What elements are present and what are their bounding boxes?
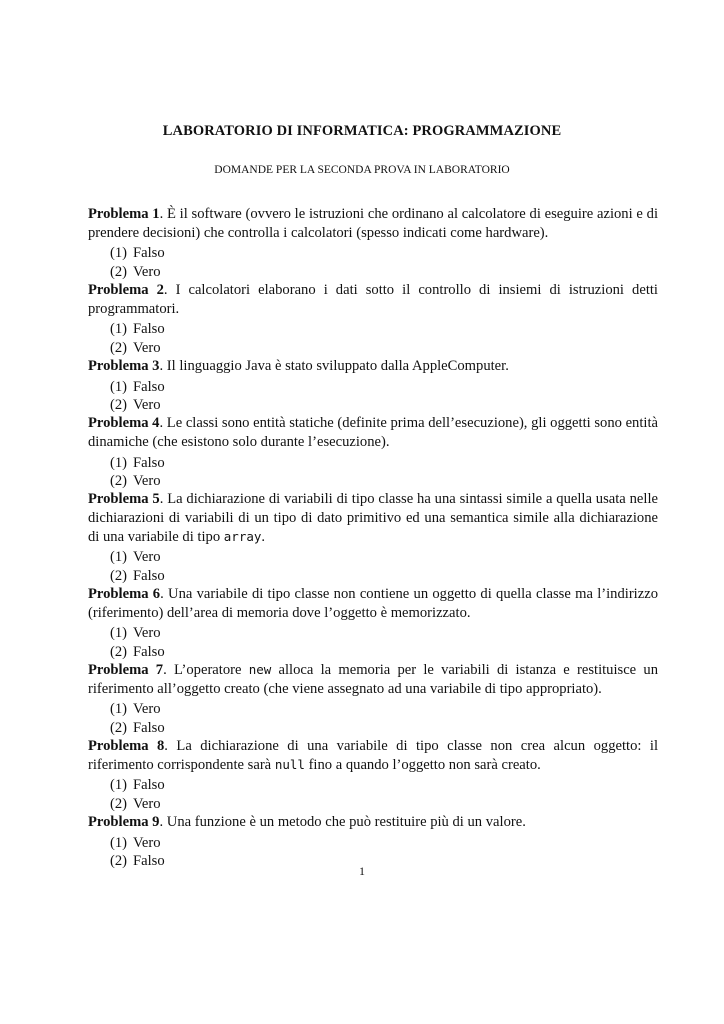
option-text: Falso [133,777,165,794]
answer-option [110,454,658,472]
problem-text [88,661,658,698]
document-title: LABORATORIO DI INFORMATICA: PROGRAMMAZIONE [162,123,562,139]
answer-option [110,700,658,718]
answer-options [88,624,658,661]
option-text: Falso [133,643,165,660]
problem-7 [88,661,658,737]
code-keyword: array [223,528,262,544]
problem-statement: . I calcolatori elaborano i dati sotto il controllo di insiemi di istruzioni detti programmatori. [88,282,658,317]
problem-statement: . Le classi sono entità statiche (definite prima dell’esecuzione), gli oggetti sono entità dinamiche (che esistono solo durante l’esecuzione). [88,415,658,450]
option-number: (2) [110,567,128,584]
problem-text [88,737,658,774]
option-number: (2) [110,473,128,489]
answer-option [110,624,658,642]
option-number: (2) [110,719,128,736]
option-number: (1) [110,625,128,642]
option-number: (2) [110,643,128,660]
option-text: Falso [133,378,165,395]
problem-1 [88,205,658,281]
option-text: Vero [133,397,161,413]
option-text: Vero [133,549,161,566]
option-number: (1) [110,834,128,851]
option-number: (1) [110,321,128,338]
page-number: 1 [359,864,365,878]
option-number: (1) [110,378,128,395]
problem-4 [88,414,658,490]
problem-label: Problema 7 [88,662,164,678]
option-text: Falso [133,454,165,471]
problem-statement: . La dichiarazione di variabili di tipo classe ha una sintassi simile a quella usata nelle dichiarazioni di variabili di un tipo di dato primitivo ed una semantica simile alla dichiarazione di una variabile di tipo [88,491,658,545]
option-text: Falso [133,321,165,338]
answer-options [88,454,658,491]
option-text: Vero [133,795,161,812]
option-text: Vero [133,625,161,642]
problem-label: Problema 8 [88,738,165,754]
problem-statement: . L’operatore [163,662,249,678]
problem-text [88,585,658,622]
problem-statement: . Una funzione è un metodo che può restituire più di un valore. [159,814,526,830]
problem-statement: . [261,528,266,545]
problem-text [88,490,658,546]
answer-option [110,339,658,357]
option-text: Vero [133,834,161,851]
problem-label: Problema 2 [88,282,164,298]
code-keyword: null [274,756,305,772]
problem-5 [88,490,658,585]
answer-options [88,378,658,415]
code-keyword: new [248,662,272,677]
problem-statement: . Una variabile di tipo classe non contiene un oggetto di quella classe ma l’indirizzo (riferimento) dell’area di memoria dove l’oggetto è memorizzato. [88,586,658,621]
problem-label: Problema 4 [88,415,160,432]
problem-label: Problema 1 [88,206,160,222]
answer-options [88,700,658,737]
answer-option [110,834,658,852]
problem-statement: fino a quando l’oggetto non sarà creato. [304,756,541,773]
answer-option [110,396,658,414]
answer-option [110,472,658,490]
option-text: Falso [133,719,165,736]
answer-option [110,776,658,794]
answer-option [110,795,658,813]
answer-option [110,378,658,396]
problem-text [88,813,658,832]
problem-2 [88,281,658,357]
option-number: (1) [110,701,128,718]
answer-option [110,320,658,338]
answer-options [88,776,658,813]
option-text: Vero [133,263,161,280]
option-number: (1) [110,454,128,471]
problem-9 [88,813,658,870]
answer-option [110,643,658,661]
problem-text [88,205,658,242]
answer-option [110,548,658,566]
option-text: Falso [133,853,165,869]
problem-statement: . È il software (ovvero le istruzioni che ordinano al calcolatore di eseguire azioni e di prendere decisioni) che controlla i calcolatori (spesso indicati come hardware). [88,206,658,241]
option-text: Vero [133,339,161,356]
option-text: Falso [133,245,165,262]
option-text: Vero [133,473,161,489]
option-number: (1) [110,549,128,566]
document-subtitle: DOMANDE PER LA SECONDA PROVA IN LABORATORIO [214,164,510,176]
option-number: (1) [110,245,128,262]
problem-3 [88,357,658,414]
option-text: Falso [133,567,165,584]
problem-text [88,414,658,451]
problem-text [88,357,658,376]
answer-option [110,719,658,737]
option-number: (2) [110,853,128,869]
problem-8 [88,737,658,813]
problem-label: Problema 5 [88,491,160,508]
problem-text [88,281,658,318]
option-number: (2) [110,795,128,812]
option-number: (2) [110,397,128,413]
answer-options [88,244,658,281]
problem-label: Problema 9 [88,814,160,830]
answer-option [110,244,658,262]
problem-6 [88,585,658,661]
option-number: (2) [110,339,128,356]
answer-option [110,263,658,281]
answer-option [110,567,658,585]
option-number: (1) [110,777,128,794]
option-number: (2) [110,263,128,280]
answer-options [88,548,658,585]
problem-list [88,205,658,870]
problem-statement: alloca la memoria per le variabili di istanza e restituisce un riferimento all’oggetto creato (che viene assegnato ad una variabile di tipo appropriato). [88,662,658,697]
problem-label: Problema 6 [88,586,161,602]
option-text: Vero [133,701,161,718]
answer-options [88,320,658,357]
problem-statement: . La dichiarazione di una variabile di tipo classe non crea alcun oggetto: il riferimento corrispondente sarà [88,738,658,773]
problem-statement: . Il linguaggio Java è stato sviluppato dalla AppleComputer. [159,358,509,374]
problem-label: Problema 3 [88,358,160,374]
